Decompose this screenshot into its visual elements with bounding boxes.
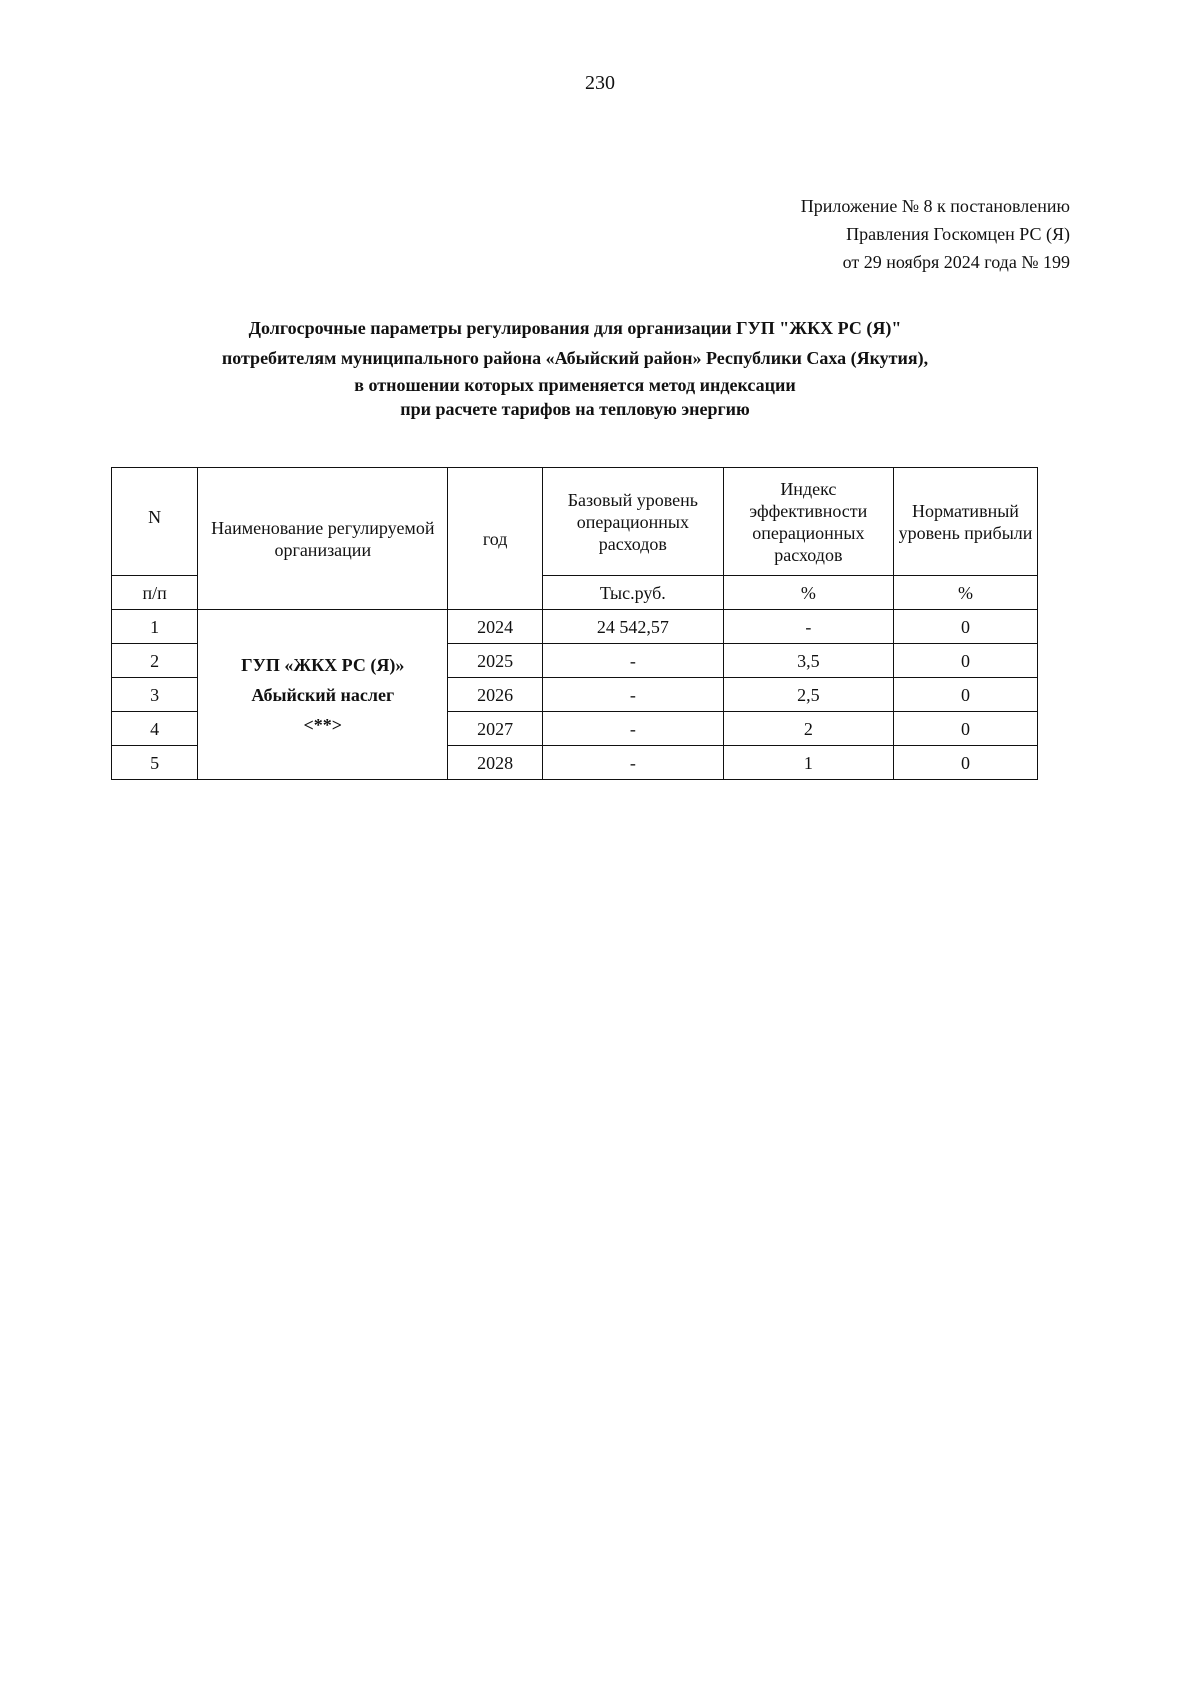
table-row: [112, 610, 1038, 644]
cell-year: 2026: [448, 678, 543, 712]
header-number-sub: п/п: [112, 576, 198, 610]
cell-organization: [198, 610, 448, 780]
unit-base-expenses: Тыс.руб.: [542, 576, 723, 610]
cell-base-expenses: -: [542, 712, 723, 746]
cell-year: 2027: [448, 712, 543, 746]
cell-number: 2: [112, 644, 198, 678]
header-organization: Наименование регулируемой организации: [198, 468, 448, 610]
cell-number: 3: [112, 678, 198, 712]
title-line: в отношении которых применяется метод индексации: [354, 375, 796, 395]
header-year: год: [448, 468, 543, 610]
cell-number: 4: [112, 712, 198, 746]
cell-efficiency-index: 1: [723, 746, 893, 780]
cell-efficiency-index: 2,5: [723, 678, 893, 712]
organization-locality: Абыйский наслег: [251, 684, 395, 705]
cell-efficiency-index: 3,5: [723, 644, 893, 678]
cell-normative-profit: 0: [893, 644, 1037, 678]
title-line: Долгосрочные параметры регулирования для организации ГУП "ЖКХ РС (Я)": [248, 318, 902, 338]
cell-base-expenses: -: [542, 746, 723, 780]
appendix-line: Приложение № 8 к постановлению: [800, 196, 1070, 216]
header-number: N: [112, 468, 198, 576]
organization-name: ГУП «ЖКХ РС (Я)»: [241, 654, 405, 675]
cell-year: 2025: [448, 644, 543, 678]
cell-year: 2024: [448, 610, 543, 644]
unit-normative-profit: %: [893, 576, 1037, 610]
regulation-parameters-table: [111, 467, 1038, 780]
document-title: [100, 313, 1050, 421]
header-normative-profit: Нормативный уровень прибыли: [893, 468, 1037, 576]
cell-base-expenses: -: [542, 644, 723, 678]
appendix-reference: [801, 192, 1070, 276]
title-line: потребителям муниципального района «Абыйский район» Республики Саха (Якутия),: [221, 348, 929, 368]
cell-base-expenses: -: [542, 678, 723, 712]
cell-efficiency-index: -: [723, 610, 893, 644]
cell-year: 2028: [448, 746, 543, 780]
appendix-line: от 29 ноября 2024 года № 199: [842, 252, 1070, 272]
organization-footnote-mark: <**>: [303, 714, 343, 735]
cell-number: 5: [112, 746, 198, 780]
cell-normative-profit: 0: [893, 678, 1037, 712]
cell-efficiency-index: 2: [723, 712, 893, 746]
title-line: при расчете тарифов на тепловую энергию: [400, 399, 750, 419]
page-number: 230: [585, 72, 615, 94]
header-efficiency-index: Индекс эффективности операционных расходов: [723, 468, 893, 576]
header-base-expenses: Базовый уровень операционных расходов: [542, 468, 723, 576]
unit-efficiency-index: %: [723, 576, 893, 610]
appendix-line: Правления Госкомцен РС (Я): [846, 224, 1070, 244]
cell-normative-profit: 0: [893, 712, 1037, 746]
cell-normative-profit: 0: [893, 746, 1037, 780]
table-header-row: [112, 468, 1038, 576]
cell-normative-profit: 0: [893, 610, 1037, 644]
cell-number: 1: [112, 610, 198, 644]
cell-base-expenses: 24 542,57: [542, 610, 723, 644]
